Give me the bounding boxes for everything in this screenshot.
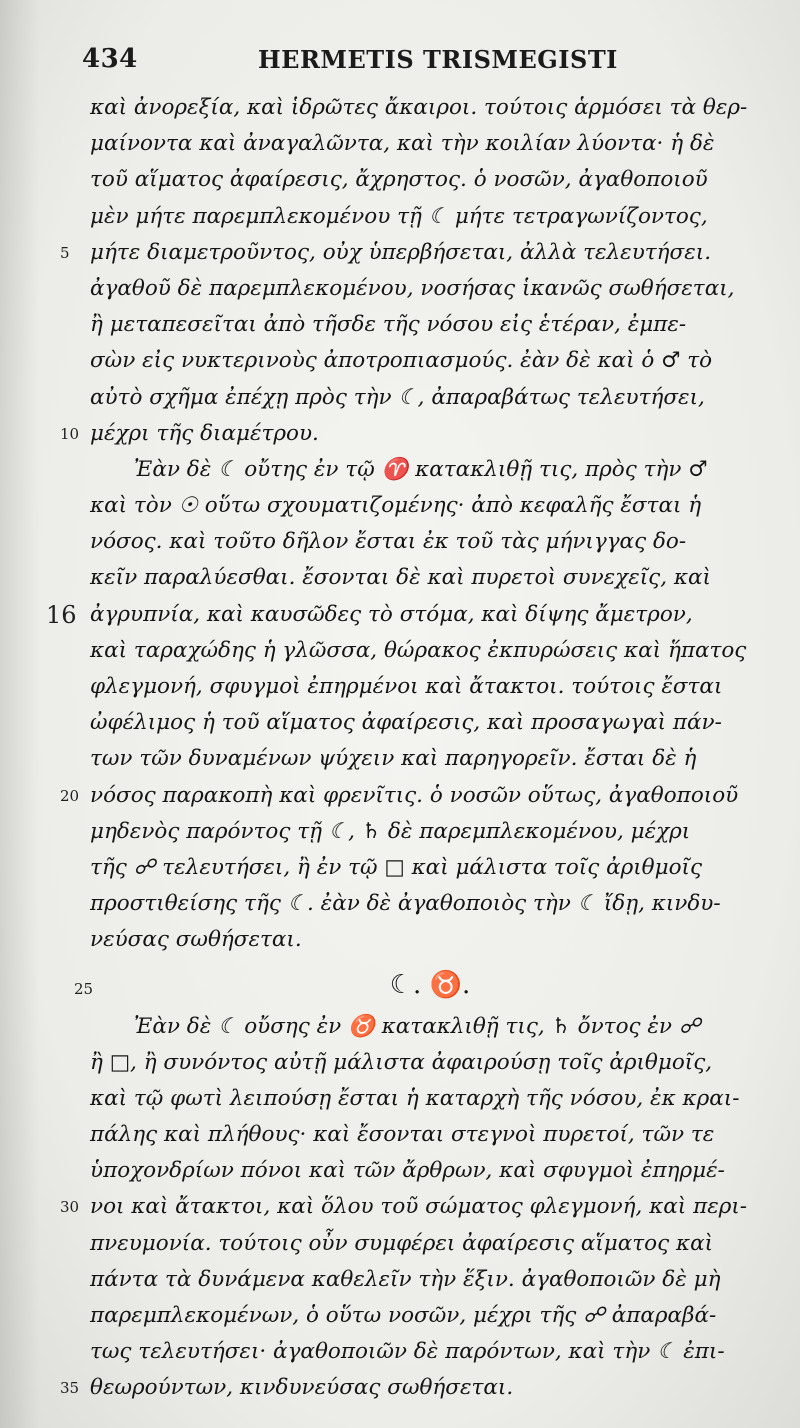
line-text: καὶ τὸν ☉ οὕτω σχουματιζομένης· ἀπὸ κεφαλῆς ἔσται ἡ: [90, 493, 702, 519]
running-head: HERMETIS TRISMEGISTI: [258, 45, 618, 74]
line-text: καὶ τῷ φωτὶ λειπούσῃ ἔσται ἡ καταρχὴ τῆς νόσου, ἐκ κραι-: [90, 1085, 740, 1111]
line-text: νεύσας σωθήσεται.: [90, 927, 302, 953]
line-text: ὑποχονδρίων πόνοι καὶ τῶν ἄρθρων, καὶ σφυγμοὶ ἐπηρμέ-: [90, 1158, 725, 1184]
line-number: 20: [60, 786, 80, 805]
line-text: μηδενὸς παρόντος τῇ ☾, ♄ δὲ παρεμπλεκομένου, μέχρι: [90, 818, 691, 844]
greek-text-block: [46, 90, 770, 1407]
line-text: ἀγρυπνία, καὶ καυσῶδες τὸ στόμα, καὶ δίψης ἄμετρον,: [90, 601, 693, 627]
text-line: [90, 524, 770, 560]
line-text: θεωρούντων, κινδυνεύσας σωθήσεται.: [90, 1375, 514, 1401]
line-text: ἢ μεταπεσεῖται ἀπὸ τῆσδε τῆς νόσου εἰς ἑτέραν, ἐμπε-: [90, 312, 687, 338]
line-text: πάλης καὶ πλήθους· καὶ ἔσονται στεγνοὶ πυρετοί, τῶν τε: [90, 1122, 715, 1148]
line-text: αὐτὸ σχῆμα ἐπέχῃ πρὸς τὴν ☾, ἀπαραβάτως τελευτήσει,: [90, 384, 705, 410]
paragraph-group-2: [60, 1009, 770, 1407]
line-text: πάντα τὰ δυνάμενα καθελεῖν τὴν ἕξιν. ἀγαθοποιῶν δὲ μὴ: [90, 1266, 721, 1292]
line-text: μέχρι τῆς διαμέτρου.: [90, 420, 319, 446]
text-line: [90, 343, 770, 379]
section-heading-text: ☾. ♉.: [389, 969, 471, 1000]
text-line: [90, 1262, 770, 1298]
text-line: [90, 1226, 770, 1262]
text-line: [90, 90, 770, 126]
line-text: πνευμονία. τούτοις οὖν συμφέρει ἀφαίρεσις αἵματος καὶ: [90, 1230, 714, 1256]
text-line: [90, 705, 770, 741]
line-text: ὠφέλιμος ἡ τοῦ αἵματος ἀφαίρεσις, καὶ προσαγωγαὶ πάν-: [90, 710, 722, 736]
line-text: προστιθείσης τῆς ☾. ἐὰν δὲ ἀγαθοποιὸς τὴν ☾ ἴδῃ, κινδυ-: [90, 891, 721, 917]
text-line: [90, 922, 770, 958]
line-text: νοι καὶ ἄτακτοι, καὶ ὅλου τοῦ σώματος φλεγμονή, καὶ περι-: [90, 1194, 748, 1220]
line-text: τως τελευτήσει· ἀγαθοποιῶν δὲ παρόντων, καὶ τὴν ☾ ἐπι-: [90, 1339, 725, 1365]
line-text: μὲν μήτε παρεμπλεκομένου τῇ ☾ μήτε τετραγωνίζοντος,: [90, 203, 708, 229]
text-line: [90, 126, 770, 162]
text-line: [90, 1081, 770, 1117]
text-line: [90, 271, 770, 307]
line-number: 5: [60, 243, 70, 262]
line-text: νόσος. καὶ τοῦτο δῆλον ἔσται ἐκ τοῦ τὰς μήνιγγας δο-: [90, 529, 687, 555]
line-text: φλεγμονή, σφυγμοὶ ἐπηρμένοι καὶ ἄτακτοι. τούτοις ἔσται: [90, 674, 723, 699]
line-text: ἢ □, ἢ συνόντος αὐτῇ μάλιστα ἀφαιρούσῃ τοῖς ἀριθμοῖς,: [90, 1049, 713, 1075]
section-heading: [74, 961, 770, 1009]
text-line: [90, 1153, 770, 1189]
text-line: [46, 597, 770, 633]
text-line: [90, 1334, 770, 1370]
text-line: [90, 1298, 770, 1334]
text-line: [90, 1045, 770, 1081]
line-text: καὶ ἀνορεξία, καὶ ἱδρῶτες ἄκαιροι. τούτοις ἁρμόσει τὰ θερ-: [90, 95, 748, 120]
text-line: [90, 162, 770, 198]
text-line: [60, 778, 770, 814]
text-line: [90, 669, 770, 705]
text-line: [90, 1117, 770, 1153]
line-text: νόσος παρακοπὴ καὶ φρενῖτις. ὁ νοσῶν οὕτως, ἀγαθοποιοῦ: [90, 782, 739, 808]
text-line: [90, 850, 770, 886]
text-line: [90, 886, 770, 922]
line-text: καὶ ταραχώδης ἡ γλῶσσα, θώρακος ἐκπυρώσεις καὶ ἥπατος: [90, 637, 747, 663]
text-line: [60, 1189, 770, 1225]
line-text: τοῦ αἵματος ἀφαίρεσις, ἄχρηστος. ὁ νοσῶν, ἀγαθοποιοῦ: [90, 167, 708, 193]
text-line: [90, 1009, 770, 1045]
page-number: 434: [82, 44, 138, 74]
line-text: κεῖν παραλύεσθαι. ἔσονται δὲ καὶ πυρετοὶ συνεχεῖς, καὶ: [90, 565, 711, 591]
text-line: [90, 560, 770, 596]
page-header: [82, 36, 762, 76]
line-text: σὼν εἰς νυκτερινοὺς ἀποτροπιασμούς. ἐὰν δὲ καὶ ὁ ♂ τὸ: [90, 348, 713, 374]
text-line: [60, 416, 770, 452]
line-number: 10: [60, 424, 80, 443]
line-text: τῆς ☍ τελευτήσει, ἢ ἐν τῷ □ καὶ μάλιστα τοῖς ἀριθμοῖς: [90, 854, 702, 880]
gutter-shadow: [0, 0, 40, 1428]
line-number: 35: [60, 1379, 80, 1398]
text-line: [90, 814, 770, 850]
line-text: Ἐὰν δὲ ☾ οὔτης ἐν τῷ ♈ κατακλιθῇ τις, πρὸς τὴν ♂: [134, 456, 708, 482]
text-line: [60, 1370, 770, 1406]
text-line: [90, 199, 770, 235]
text-line: [90, 380, 770, 416]
line-text: μαίνοντα καὶ ἀναγαλῶντα, καὶ τὴν κοιλίαν λύοντα· ἡ δὲ: [90, 131, 715, 157]
text-line: [90, 633, 770, 669]
text-line: [90, 452, 770, 488]
text-line: [90, 307, 770, 343]
line-text: Ἐὰν δὲ ☾ οὔσης ἐν ♉ κατακλιθῇ τις, ♄ ὄντος ἐν ☍: [134, 1013, 701, 1039]
line-number: 16: [46, 600, 77, 629]
paragraph-group-1: [46, 90, 770, 959]
line-number: 30: [60, 1198, 80, 1217]
line-text: των τῶν δυναμένων ψύχειν καὶ παρηγορεῖν. ἔσται δὲ ἡ: [90, 746, 697, 772]
text-line: [90, 488, 770, 524]
line-text: μήτε διαμετροῦντος, οὐχ ὑπερβήσεται, ἀλλὰ τελευτήσει.: [90, 239, 712, 265]
text-line: [90, 741, 770, 777]
text-line: [60, 235, 770, 271]
line-text: ἀγαθοῦ δὲ παρεμπλεκομένου, νοσήσας ἱκανῶς σωθήσεται,: [90, 275, 735, 301]
line-text: παρεμπλεκομένων, ὁ οὕτω νοσῶν, μέχρι τῆς ☍ ἀπαραβά-: [90, 1303, 717, 1328]
line-number: 25: [74, 979, 94, 998]
